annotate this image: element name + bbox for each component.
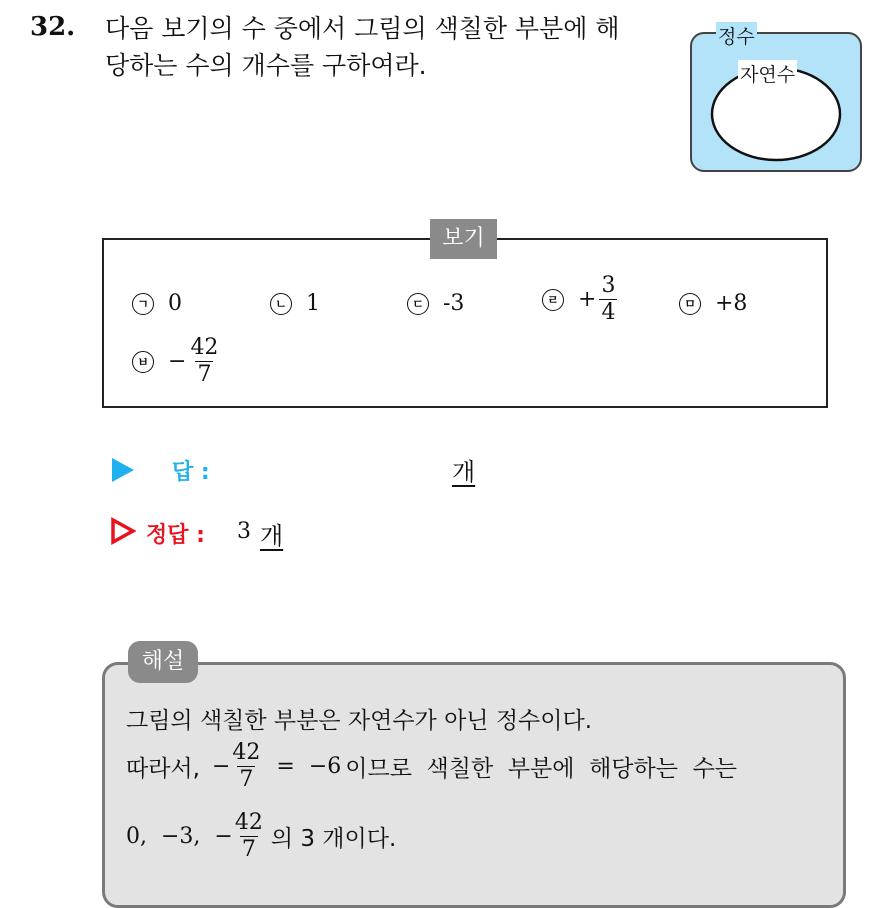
option-value: -3 — [443, 291, 465, 316]
option-value: 0 — [168, 291, 182, 316]
option-marker: ㄱ — [132, 293, 154, 315]
answer-unit: 개 — [452, 458, 476, 486]
correct-label: 정답 : — [146, 523, 205, 548]
option-6 — [132, 335, 220, 388]
answer-arrow-icon — [112, 458, 134, 482]
option-3 — [407, 291, 464, 316]
question-text-line2: 당하는 수의 개수를 구하여라. — [105, 51, 427, 80]
option-sign: − — [168, 349, 187, 374]
explanation-line2-prefix: 따라서, — [126, 756, 200, 782]
option-4 — [542, 273, 617, 326]
fraction-numerator: 42 — [232, 740, 261, 765]
fraction-denominator: 7 — [239, 767, 254, 792]
answer-label: 답 : — [172, 460, 210, 485]
integer-label: 정수 — [716, 22, 757, 49]
option-marker: ㅂ — [132, 351, 154, 373]
fraction-numerator: 42 — [190, 335, 219, 360]
explanation-line2-sign: − — [211, 754, 231, 779]
explanation-line2-equation: = −6 — [276, 754, 342, 779]
correct-unit: 개 — [260, 522, 284, 550]
fraction-numerator: 42 — [234, 810, 263, 835]
explanation-line3-fraction — [233, 810, 265, 863]
question-number: 32. — [30, 12, 76, 42]
correct-value: 3 — [237, 519, 251, 544]
explanation-line3 — [126, 810, 396, 863]
explanation-line2 — [126, 740, 826, 793]
fraction-denominator: 7 — [197, 362, 212, 387]
option-sign: + — [578, 287, 597, 312]
fraction-denominator: 4 — [601, 300, 616, 325]
question-text — [105, 10, 665, 84]
explanation-line1: 그림의 색칠한 부분은 자연수가 아닌 정수이다. — [126, 708, 593, 734]
option-marker: ㄷ — [407, 293, 429, 315]
option-fraction — [188, 335, 220, 388]
option-2 — [270, 291, 320, 316]
explanation-line3-prefix: 0, −3, − — [126, 824, 233, 849]
option-marker: ㄴ — [270, 293, 292, 315]
explanation-line3-suffix: 의 3 개이다. — [270, 826, 397, 852]
explanation-line2-suffix: 이므로 색칠한 부분에 해당하는 수는 — [345, 756, 738, 782]
correct-arrow-icon — [110, 517, 136, 545]
option-value: 1 — [306, 291, 320, 316]
option-marker: ㄹ — [542, 289, 564, 311]
natural-number-label: 자연수 — [738, 60, 797, 87]
venn-diagram-svg — [692, 34, 860, 170]
option-marker: ㅁ — [679, 293, 701, 315]
option-5 — [679, 291, 747, 316]
venn-diagram — [690, 26, 862, 172]
option-fraction — [599, 273, 617, 326]
explanation-line2-fraction — [230, 740, 262, 793]
option-1 — [132, 291, 182, 316]
explanation-title: 해설 — [128, 641, 198, 683]
bogi-title: 보기 — [430, 219, 497, 259]
fraction-numerator: 3 — [601, 273, 616, 298]
question-text-line1: 다음 보기의 수 중에서 그림의 색칠한 부분에 해 — [105, 14, 620, 43]
option-value: +8 — [715, 291, 748, 316]
fraction-denominator: 7 — [241, 837, 256, 862]
